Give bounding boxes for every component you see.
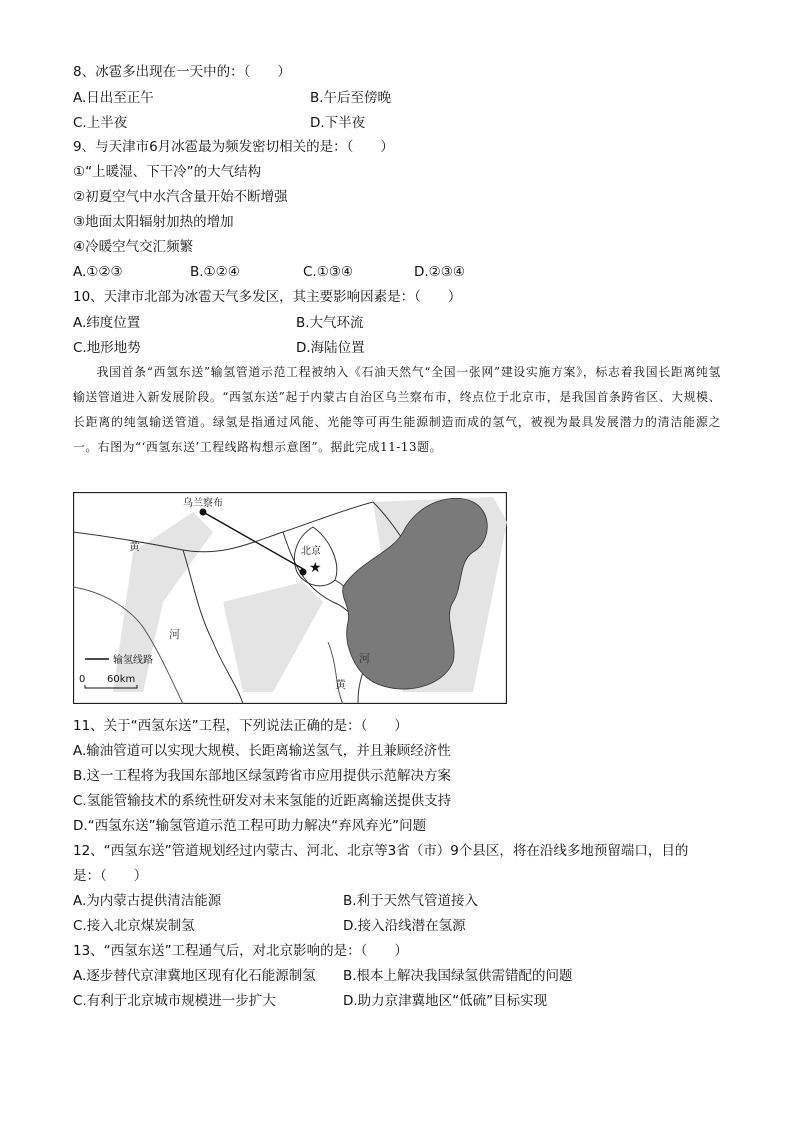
reading-passage: 我国首条“西氢东送”输氢管道示范工程被纳入《石油天然气“全国一张网”建设实施方案》，标志着我国长距离纯氢输送管道进入新发展阶段。“西氢东送”起于内蒙古自治区乌兰察布市，终点位于北京市，是我国首条跨省区、大规模、长距离的纯氢输送管道。绿氢是指通过风能、光能等可再生能源制造而成的氢气，被视为最具发展潜力的清洁能源之一。右图为“‘西氢东送’工程线路构想示意图”。据此完成11-13题。 xyxy=(73,365,721,454)
river-label-3: 河 xyxy=(359,652,370,665)
question-12-stem: 12、“西氢东送”管道规划经过内蒙古、河北、北京等3省（市）9个县区，将在沿线多地预留端口，目的 xyxy=(73,843,689,859)
q8-option-a: A.日出至正午 xyxy=(73,90,154,106)
q12-option-d: D.接入沿线潜在氢源 xyxy=(343,918,466,934)
q8-option-c: C.上半夜 xyxy=(73,115,128,131)
q10-option-b: B.大气环流 xyxy=(296,315,364,331)
scale-zero: 0 xyxy=(79,674,86,685)
q13-option-d: D.助力京津冀地区“低硫”目标实现 xyxy=(343,993,548,1009)
q12-option-c: C.接入北京煤炭制氢 xyxy=(73,918,195,934)
river-label-2: 河 xyxy=(169,628,180,641)
legend-label: 输氢线路 xyxy=(113,655,153,666)
question-11-stem: 11、关于“西氢东送”工程，下列说法正确的是：（ ） xyxy=(73,718,408,734)
river-label-1: 黄 xyxy=(129,540,140,553)
q9-item-1: ①“上暖湿、下干冷”的大气结构 xyxy=(73,164,262,180)
q13-option-a: A.逐步替代京津冀地区现有化石能源制氢 xyxy=(73,968,316,984)
beijing-point xyxy=(300,569,307,576)
question-10-stem: 10、天津市北部为冰雹天气多发区，其主要影响因素是：（ ） xyxy=(73,289,462,305)
river-label-4: 黄 xyxy=(335,678,346,691)
q11-option-b: B.这一工程将为我国东部地区绿氢跨省市应用提供示范解决方案 xyxy=(73,768,452,784)
q13-option-c: C.有利于北京城市规模进一步扩大 xyxy=(73,993,276,1009)
q12-option-a: A.为内蒙古提供清洁能源 xyxy=(73,893,222,909)
q10-option-d: D.海陆位置 xyxy=(296,340,365,356)
label-ulanqab: 乌兰察布 xyxy=(183,498,223,509)
question-12-stem-cont: 是：（ ） xyxy=(73,868,148,884)
q9-option-a: A.①②③ xyxy=(73,264,123,280)
q8-option-b: B.午后至傍晚 xyxy=(310,90,392,106)
question-13-stem: 13、“西氢东送”工程通气后，对北京影响的是：（ ） xyxy=(73,943,408,959)
q9-option-c: C.①③④ xyxy=(303,264,354,280)
q9-item-2: ②初夏空气中水汽含量开始不断增强 xyxy=(73,189,288,205)
q8-option-d: D.下半夜 xyxy=(310,115,366,131)
q12-option-b: B.利于天然气管道接入 xyxy=(343,893,479,909)
question-8-stem: 8、冰雹多出现在一天中的：（ ） xyxy=(73,64,291,80)
q11-option-c: C.氢能管输技术的系统性研发对未来氢能的近距离输送提供支持 xyxy=(73,793,452,809)
star-icon: ★ xyxy=(309,560,322,576)
label-beijing: 北京 xyxy=(301,546,321,557)
question-9-stem: 9、与天津市6月冰雹最为频发密切相关的是：（ ） xyxy=(73,139,394,155)
q9-option-d: D.②③④ xyxy=(414,264,465,280)
hydrogen-pipeline-map xyxy=(73,492,507,704)
q10-option-a: A.纬度位置 xyxy=(73,315,141,331)
q9-item-4: ④冷暖空气交汇频繁 xyxy=(73,239,194,255)
q11-option-a: A.输油管道可以实现大规模、长距离输送氢气，并且兼顾经济性 xyxy=(73,743,451,759)
ulanqab-point xyxy=(200,509,207,516)
q9-item-3: ③地面太阳辐射加热的增加 xyxy=(73,214,234,230)
q10-option-c: C.地形地势 xyxy=(73,340,141,356)
q11-option-d: D.“西氢东送”输氢管道示范工程可助力解决“弃风弃光”问题 xyxy=(73,818,427,834)
q13-option-b: B.根本上解决我国绿氢供需错配的问题 xyxy=(343,968,573,984)
q9-option-b: B.①②④ xyxy=(190,264,240,280)
scale-label: 60km xyxy=(107,674,136,685)
